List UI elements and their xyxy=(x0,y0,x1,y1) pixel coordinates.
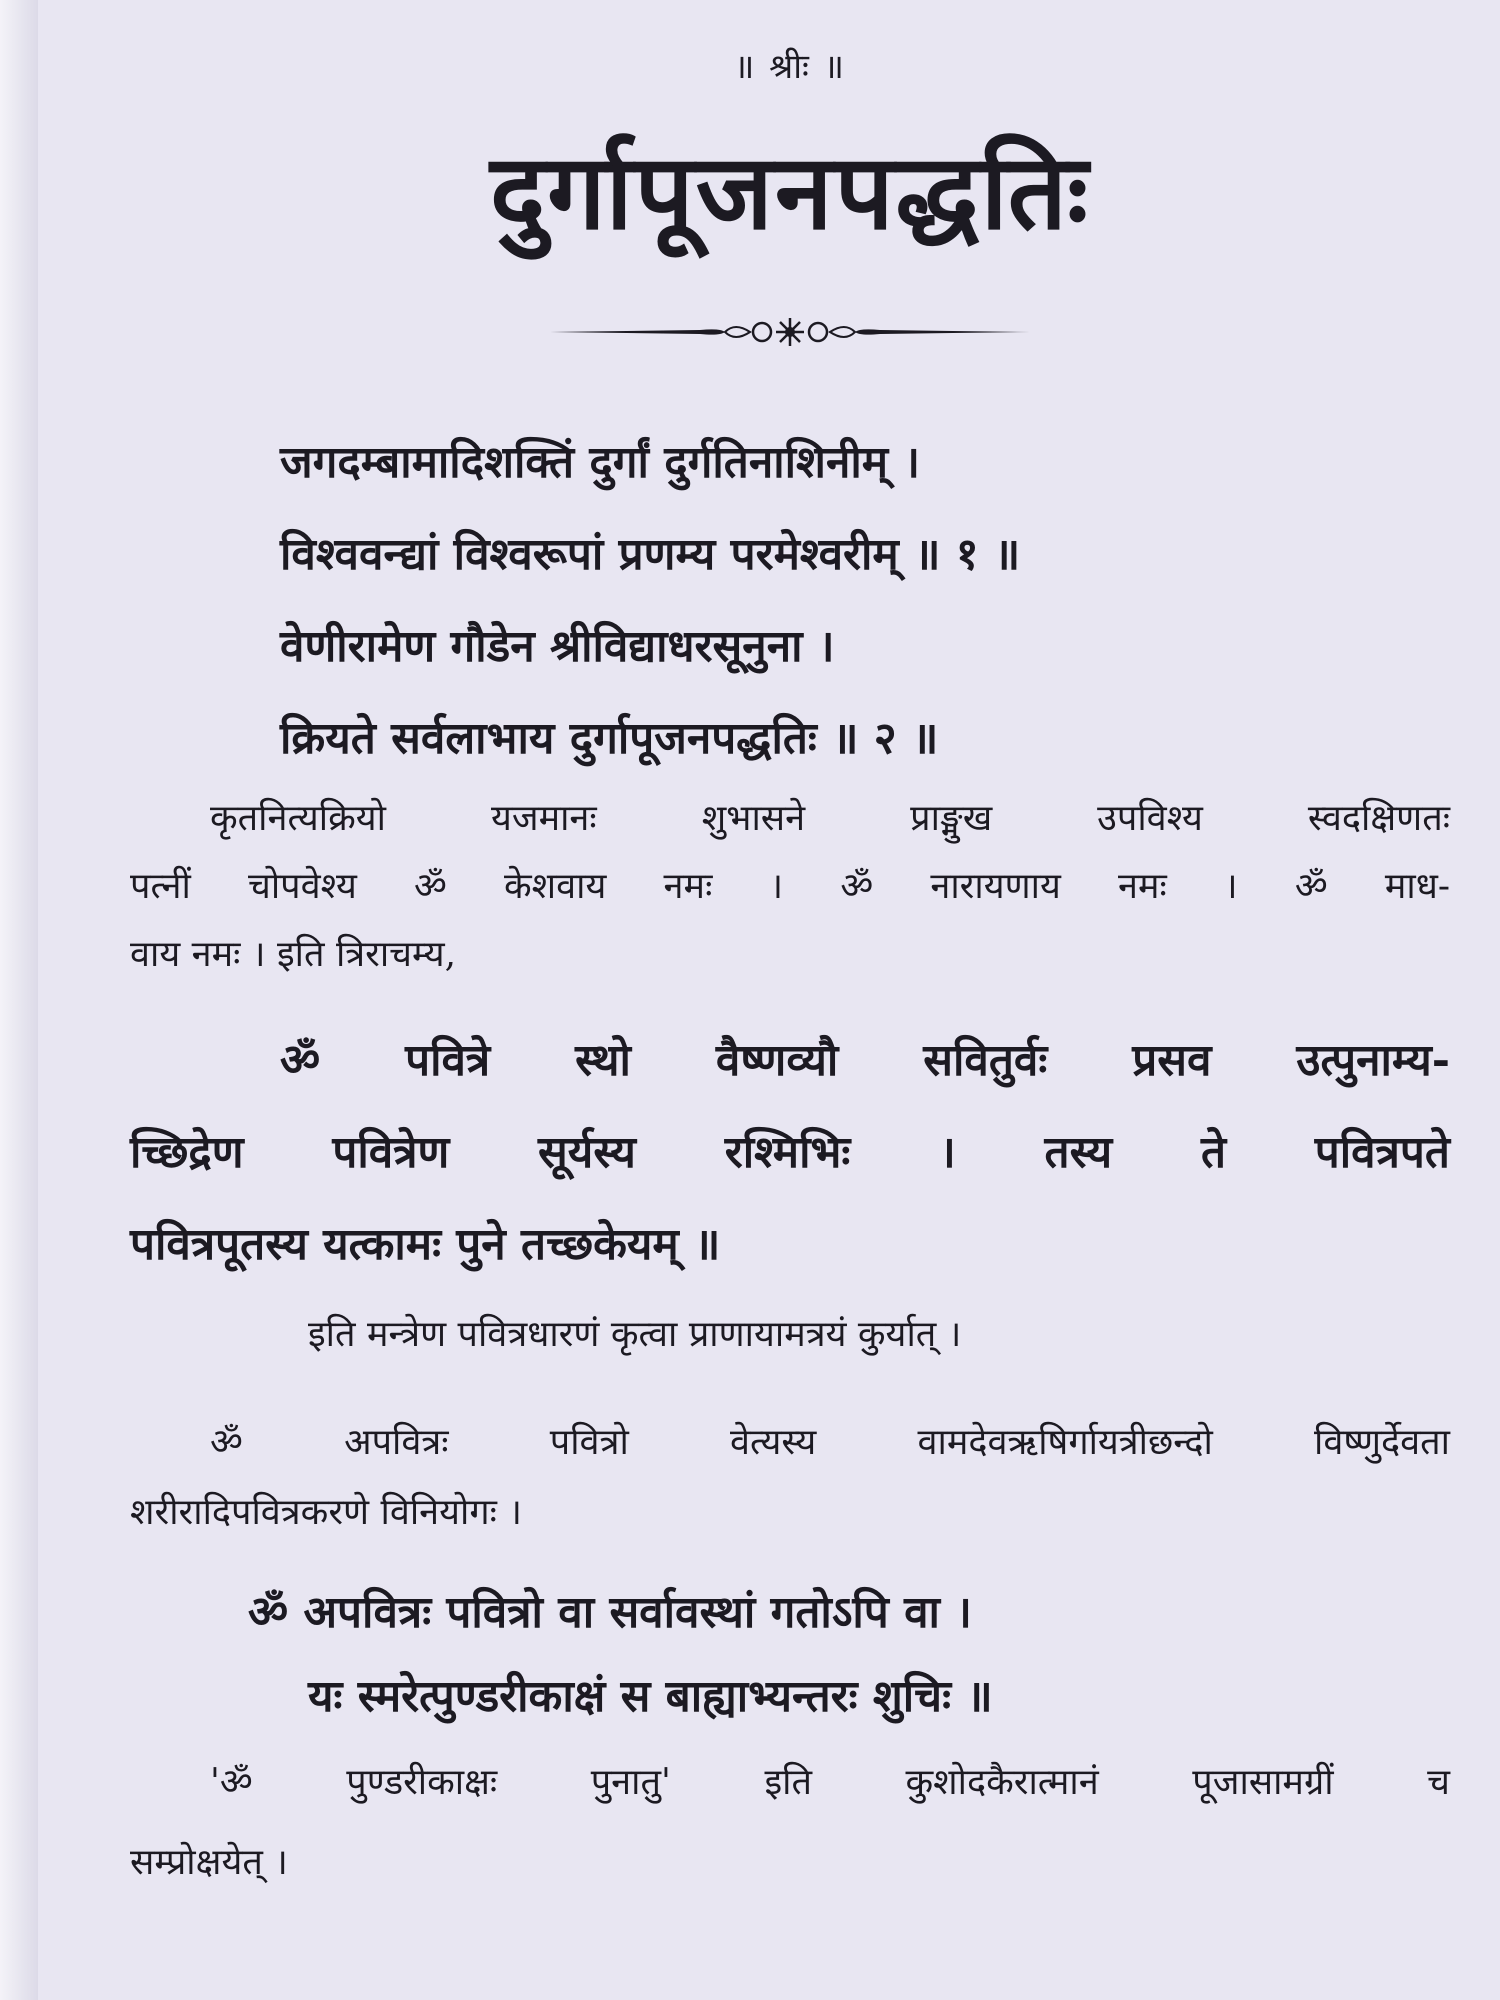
achamana-line-1: कृतनित्यक्रियो यजमानः शुभासने प्राङ्मुख उपविश्य स्वदक्षिणतः xyxy=(210,798,1450,839)
prokshana-line-1: 'ॐ पुण्डरीकाक्षः पुनातु' इति कुशोदकैरात्मानं पूजासामग्रीं च xyxy=(210,1762,1450,1803)
prokshana-line-2: सम्प्रोक्षयेत् । xyxy=(130,1842,288,1883)
apavitra-shloka-line-2: यः स्मरेत्पुण्डरीकाक्षं स बाह्याभ्यन्तरः शुचिः ॥ xyxy=(308,1671,993,1722)
page-edge xyxy=(0,0,38,2000)
apavitra-shloka-line-1: ॐ अपवित्रः पवित्रो वा सर्वावस्थां गतोऽपि वा । xyxy=(248,1587,972,1638)
intro-verse-4: क्रियते सर्वलाभाय दुर्गापूजनपद्धतिः ॥ २ ॥ xyxy=(280,713,939,764)
pavitra-mantra-line-3: पवित्रपूतस्य यत्कामः पुने तच्छकेयम् ॥ xyxy=(130,1219,721,1270)
achamana-line-3: वाय नमः । इति त्रिराचम्य, xyxy=(130,934,457,975)
page-content xyxy=(130,0,1450,2000)
viniyoga-line-2: शरीरादिपवित्रकरणे विनियोगः । xyxy=(130,1492,522,1533)
intro-verse-2: विश्ववन्द्यां विश्वरूपां प्रणम्य परमेश्वरीम् ॥ १ ॥ xyxy=(280,529,1021,580)
title-ornament xyxy=(550,312,1030,352)
viniyoga-line-1: ॐ अपवित्रः पवित्रो वेत्यस्य वामदेवऋषिर्गायत्रीछन्दो विष्णुर्देवता xyxy=(210,1422,1450,1463)
page-title: दुर्गापूजनपद्धतिः xyxy=(489,130,1091,253)
book-page xyxy=(38,0,1500,2000)
invocation: ॥ श्रीः ॥ xyxy=(733,47,847,87)
pavitra-mantra-line-1: ॐ पवित्रे स्थो वैष्णव्यौ सवितुर्वः प्रसव उत्पुनाम्य- xyxy=(280,1035,1450,1086)
intro-verse-3: वेणीरामेण गौडेन श्रीविद्याधरसूनुना । xyxy=(280,621,835,672)
achamana-line-2: पत्नीं चोपवेश्य ॐ केशवाय नमः । ॐ नारायणाय नमः । ॐ माध- xyxy=(130,866,1450,907)
pavitra-mantra-line-2: च्छिद्रेण पवित्रेण सूर्यस्य रश्मिभिः । तस्य ते पवित्रपते xyxy=(130,1127,1450,1178)
pavitra-instruction: इति मन्त्रेण पवित्रधारणं कृत्वा प्राणायामत्रयं कुर्यात् । xyxy=(308,1314,962,1355)
intro-verse-1: जगदम्बामादिशक्तिं दुर्गां दुर्गतिनाशिनीम् । xyxy=(280,437,921,488)
